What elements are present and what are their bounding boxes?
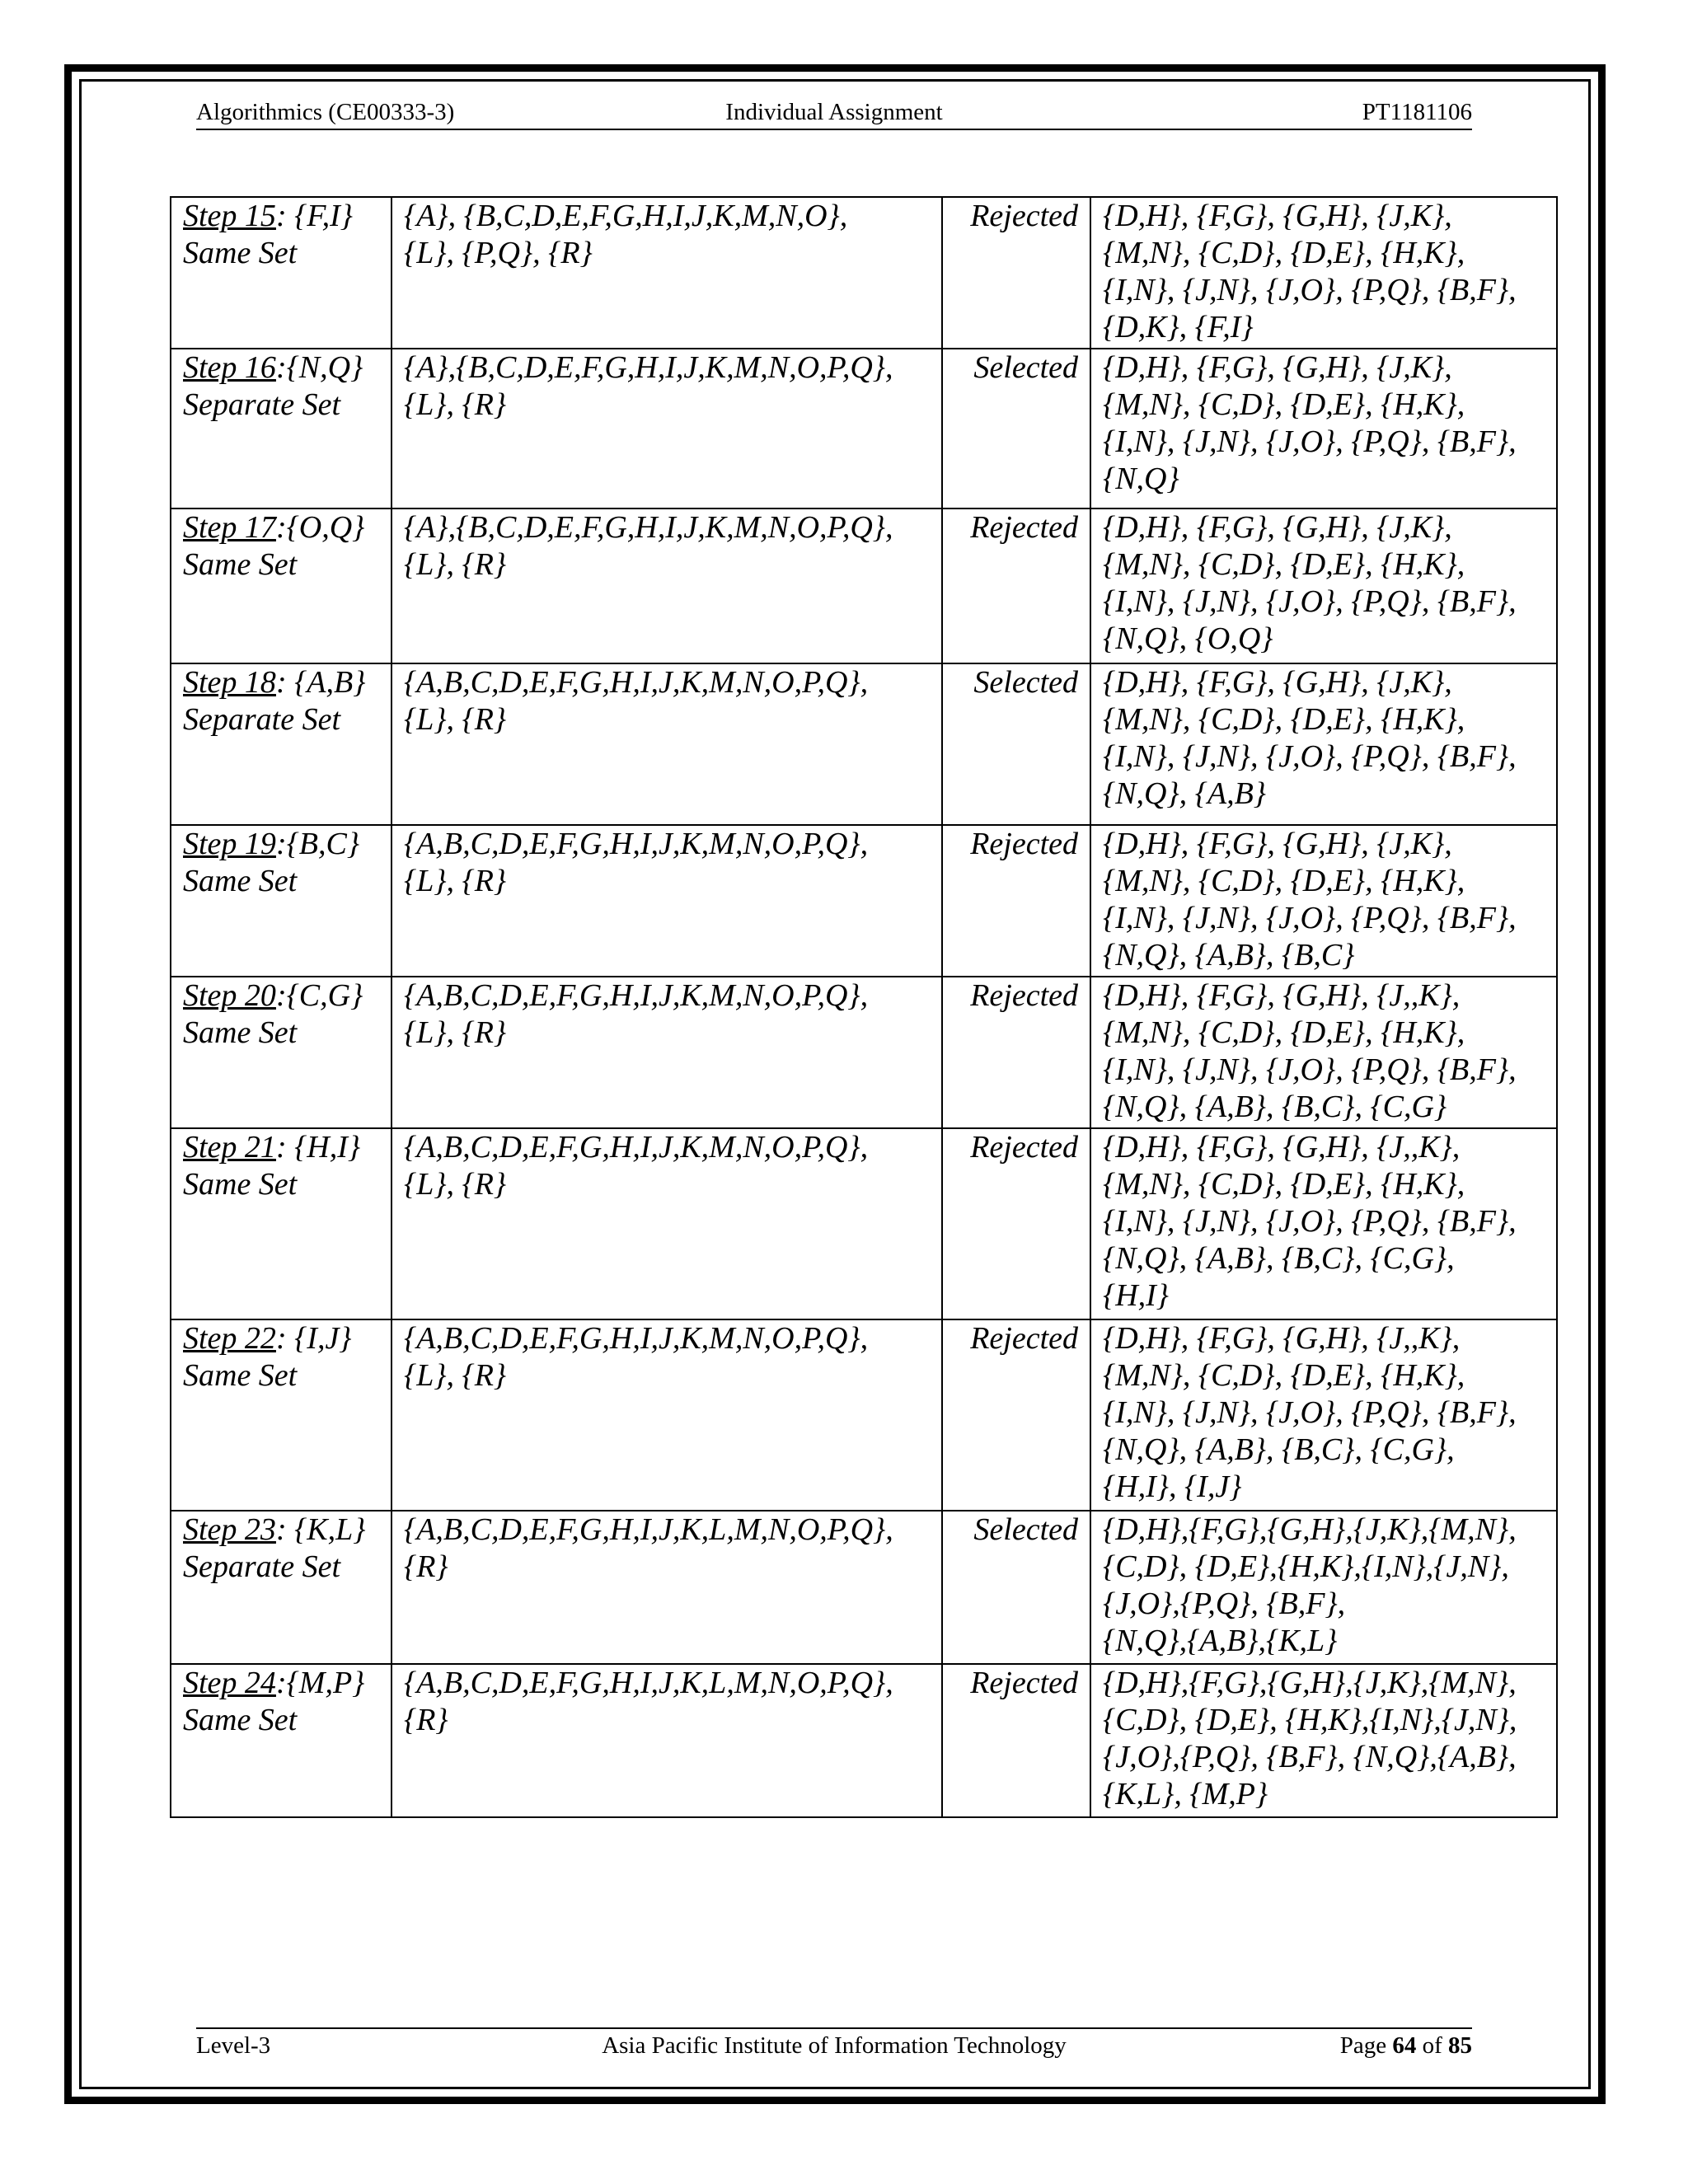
table-row [171, 1128, 1557, 1319]
step-cell [171, 663, 392, 825]
step-cell [171, 977, 392, 1128]
step-relation: Separate Set [183, 387, 341, 422]
step-cell [171, 509, 392, 663]
table-row [171, 349, 1557, 509]
sets-cell: {A,B,C,D,E,F,G,H,I,J,K,M,N,O,P,Q}, {L}, {R} [392, 663, 942, 825]
edges-cell: {D,H}, {F,G}, {G,H}, {J,,K}, {M,N}, {C,D}, {D,E}, {H,K}, {I,N}, {J,N}, {J,O}, {P,Q}, {B,F}, {N,Q}, {A,B}, {B,C}, {C,G} [1090, 977, 1557, 1128]
header-id: PT1181106 [1362, 99, 1472, 125]
status-cell: Rejected [942, 1664, 1090, 1817]
step-cell [171, 1128, 392, 1319]
edges-cell: {D,H}, {F,G}, {G,H}, {J,K}, {M,N}, {C,D}, {D,E}, {H,K}, {I,N}, {J,N}, {J,O}, {P,Q}, {B,F}, {N,Q}, {A,B}, {B,C} [1090, 825, 1557, 977]
edges-cell: {D,H},{F,G},{G,H},{J,K},{M,N}, {C,D}, {D,E},{H,K},{I,N},{J,N}, {J,O},{P,Q}, {B,F}, {N,Q},{A,B},{K,L} [1090, 1511, 1557, 1664]
step-relation: Same Set [183, 1358, 298, 1393]
edges-cell: {D,H}, {F,G}, {G,H}, {J,K}, {M,N}, {C,D}, {D,E}, {H,K}, {I,N}, {J,N}, {J,O}, {P,Q}, {B,F}, {N,Q} [1090, 349, 1557, 509]
sets-cell: {A},{B,C,D,E,F,G,H,I,J,K,M,N,O,P,Q}, {L}, {R} [392, 349, 942, 509]
step-relation: Separate Set [183, 1549, 341, 1584]
sets-cell: {A,B,C,D,E,F,G,H,I,J,K,L,M,N,O,P,Q}, {R} [392, 1511, 942, 1664]
step-label: Step 18 [183, 665, 276, 700]
step-label: Step 17 [183, 510, 276, 545]
step-relation: Same Set [183, 1703, 298, 1737]
status-cell: Rejected [942, 509, 1090, 663]
edges-cell: {D,H}, {F,G}, {G,H}, {J,,K}, {M,N}, {C,D}, {D,E}, {H,K}, {I,N}, {J,N}, {J,O}, {P,Q}, {B,F}, {N,Q}, {A,B}, {B,C}, {C,G}, {H,I}, {I,J} [1090, 1319, 1557, 1511]
status-cell: Selected [942, 349, 1090, 509]
page-header [196, 96, 1472, 130]
step-relation: Same Set [183, 1167, 298, 1202]
sets-cell: {A,B,C,D,E,F,G,H,I,J,K,M,N,O,P,Q}, {L}, {R} [392, 977, 942, 1128]
header-title: Individual Assignment [725, 99, 943, 125]
step-label: Step 16 [183, 350, 276, 385]
step-cell [171, 825, 392, 977]
step-label: Step 15 [183, 199, 276, 233]
sets-cell: {A,B,C,D,E,F,G,H,I,J,K,M,N,O,P,Q}, {L}, {R} [392, 1319, 942, 1511]
page-total: 85 [1448, 2032, 1472, 2059]
step-cell [171, 349, 392, 509]
edges-cell: {D,H}, {F,G}, {G,H}, {J,,K}, {M,N}, {C,D}, {D,E}, {H,K}, {I,N}, {J,N}, {J,O}, {P,Q}, {B,F}, {N,Q}, {A,B}, {B,C}, {C,G}, {H,I} [1090, 1128, 1557, 1319]
table-row [171, 1664, 1557, 1817]
status-cell: Selected [942, 1511, 1090, 1664]
step-cell [171, 1319, 392, 1511]
table-row [171, 1319, 1557, 1511]
edges-cell: {D,H}, {F,G}, {G,H}, {J,K}, {M,N}, {C,D}, {D,E}, {H,K}, {I,N}, {J,N}, {J,O}, {P,Q}, {B,F}, {N,Q}, {A,B} [1090, 663, 1557, 825]
status-cell: Rejected [942, 825, 1090, 977]
step-relation: Same Set [183, 547, 298, 582]
step-relation: Same Set [183, 864, 298, 898]
step-label: Step 20 [183, 978, 276, 1013]
step-edge: : {I,J} [275, 1321, 352, 1356]
sets-cell: {A,B,C,D,E,F,G,H,I,J,K,M,N,O,P,Q}, {L}, {R} [392, 825, 942, 977]
step-edge: :{B,C} [275, 827, 360, 861]
sets-cell: {A,B,C,D,E,F,G,H,I,J,K,L,M,N,O,P,Q}, {R} [392, 1664, 942, 1817]
step-edge: :{M,P} [275, 1666, 365, 1700]
table-row [171, 509, 1557, 663]
edges-cell: {D,H},{F,G},{G,H},{J,K},{M,N}, {C,D}, {D,E}, {H,K},{I,N},{J,N}, {J,O},{P,Q}, {B,F}, {N,Q},{A,B}, {K,L}, {M,P} [1090, 1664, 1557, 1817]
table-row [171, 1511, 1557, 1664]
step-cell [171, 1511, 392, 1664]
step-edge: : {A,B} [275, 665, 366, 700]
step-edge: :{C,G} [275, 978, 363, 1013]
page-current: 64 [1392, 2032, 1417, 2059]
step-edge: : {H,I} [275, 1130, 361, 1165]
step-cell [171, 1664, 392, 1817]
table-row [171, 825, 1557, 977]
step-edge: : {F,I} [275, 199, 353, 233]
step-relation: Same Set [183, 1015, 298, 1050]
sets-cell: {A}, {B,C,D,E,F,G,H,I,J,K,M,N,O}, {L}, {P,Q}, {R} [392, 197, 942, 349]
table-row [171, 663, 1557, 825]
kruskal-steps-table [170, 196, 1558, 1818]
step-edge: : {K,L} [275, 1512, 366, 1547]
step-label: Step 19 [183, 827, 276, 861]
page-of: of [1416, 2032, 1448, 2059]
step-cell [171, 197, 392, 349]
sets-cell: {A},{B,C,D,E,F,G,H,I,J,K,M,N,O,P,Q}, {L}, {R} [392, 509, 942, 663]
footer-level: Level-3 [196, 2032, 271, 2059]
page-footer [196, 2027, 1472, 2062]
table-row [171, 197, 1557, 349]
footer-page-number [1340, 2029, 1472, 2062]
page-prefix: Page [1339, 2032, 1393, 2059]
status-cell: Rejected [942, 1319, 1090, 1511]
step-edge: :{O,Q} [275, 510, 365, 545]
status-cell: Rejected [942, 977, 1090, 1128]
edges-cell: {D,H}, {F,G}, {G,H}, {J,K}, {M,N}, {C,D}, {D,E}, {H,K}, {I,N}, {J,N}, {J,O}, {P,Q}, {B,F}, {D,K}, {F,I} [1090, 197, 1557, 349]
table-row [171, 977, 1557, 1128]
step-label: Step 23 [183, 1512, 276, 1547]
status-cell: Rejected [942, 197, 1090, 349]
step-label: Step 21 [183, 1130, 276, 1165]
step-relation: Same Set [183, 236, 298, 270]
step-edge: :{N,Q} [275, 350, 363, 385]
edges-cell: {D,H}, {F,G}, {G,H}, {J,K}, {M,N}, {C,D}, {D,E}, {H,K}, {I,N}, {J,N}, {J,O}, {P,Q}, {B,F}, {N,Q}, {O,Q} [1090, 509, 1557, 663]
header-course: Algorithmics (CE00333-3) [196, 99, 455, 125]
sets-cell: {A,B,C,D,E,F,G,H,I,J,K,M,N,O,P,Q}, {L}, {R} [392, 1128, 942, 1319]
step-label: Step 24 [183, 1666, 276, 1700]
step-relation: Separate Set [183, 702, 341, 737]
status-cell: Selected [942, 663, 1090, 825]
step-label: Step 22 [183, 1321, 276, 1356]
status-cell: Rejected [942, 1128, 1090, 1319]
footer-institute: Asia Pacific Institute of Information Technology [602, 2032, 1067, 2059]
